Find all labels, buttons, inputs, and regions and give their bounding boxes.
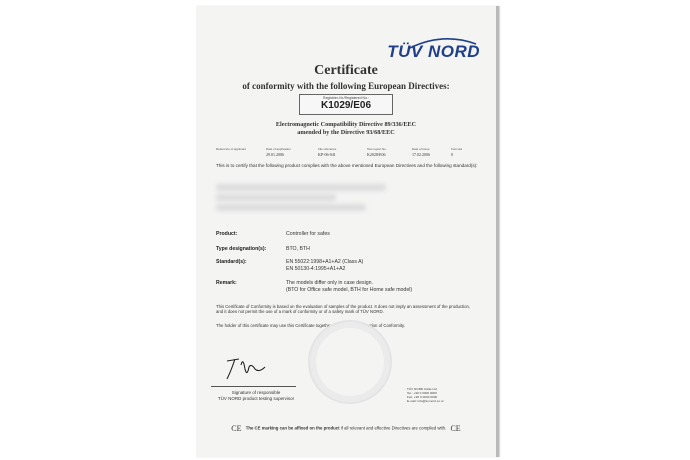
certificate-title: Certificate (314, 63, 378, 78)
redacted-holder-line-3 (216, 204, 366, 211)
redacted-holder-line-1 (216, 184, 386, 191)
registration-number: K1029/E06 (320, 100, 372, 111)
ref-applicant: Reference of applicant (216, 147, 247, 151)
ce-footer: CE The CE marking can be affixed on the product if all relevant and effective Directives are complied with. CE (231, 424, 461, 433)
signature-caption-1: Signature of responsible (231, 390, 281, 395)
remark-line-1: The models differ only in case design. (286, 280, 373, 286)
ref-date-application: Date of application 29.01.2006 (266, 147, 291, 157)
redacted-holder-line-2 (216, 194, 336, 201)
tuv-nord-logo: TÜV NORD (387, 42, 480, 61)
remark-label: Remark: (216, 280, 237, 286)
embossed-seal-icon (308, 320, 392, 404)
issuer-address: TÜV NORD Anlas Ltd Tel.: +90 0 0000 0000 Fax: +90 0 0000 0000 E-mail: info@tuvnord.co.nr (407, 387, 444, 403)
certificate-subtitle: of conformity with the following European Directives: (242, 81, 450, 91)
ref-file: File reference KP-06-041 (318, 147, 337, 157)
ref-formula: Formula 0 (451, 147, 463, 157)
ce-mark-icon: CE (450, 424, 461, 433)
ref-date-issue: Date of issue 17.02.2006 (412, 147, 430, 157)
type-value: BTO, BTH (286, 246, 310, 252)
certificate-document (196, 6, 499, 457)
conformity-note: This Certificate of Conformity is based on the evaluation of samples of the product. It does not imply an assessment of the production, and it does not permit the use of a mark of conformity or of a safety mark of TÜV NORD. (216, 304, 471, 315)
product-value: Controller for safes (286, 231, 330, 237)
signature-caption (206, 390, 306, 401)
standards-value (286, 259, 476, 272)
type-label: Type designation(s): (216, 246, 267, 252)
reference-fields (216, 147, 476, 159)
standard-2: EN 50130-4:1995+A1+A2 (286, 265, 346, 272)
intro-text: This is to certify that the following product complies with the above mentioned European Directives and the following standard(s): (216, 163, 478, 168)
registration-box (299, 94, 393, 115)
ref-test-report: Test report No. K2028/E06 (367, 147, 387, 157)
standard-1: EN 55022:1998+A1+A2 (Class A) (286, 259, 364, 265)
product-label: Product: (216, 231, 238, 237)
signature-caption-2: TÜV NORD product testing supervisor (217, 395, 295, 401)
ce-mark-icon: CE (231, 424, 242, 433)
holder-note: The holder of this certificate may use this Certificate together with his EC-Declaration of Conformity. (216, 323, 406, 328)
standards-label: Standard(s): (216, 259, 247, 265)
directive-heading (196, 121, 496, 137)
directive-line-1: Electromagnetic Compatibility Directive 89/336/EEC (275, 121, 417, 128)
remark-value (286, 280, 476, 293)
directive-line-2: amended by the Directive 93/68/EEC (297, 129, 395, 136)
handwritten-signature (221, 355, 271, 383)
signature-line (211, 386, 296, 387)
registration-label: Registrier-Nr./Registered No.: (323, 96, 369, 100)
remark-line-2: (BTO for Office safe model, BTH for Home safe model) (286, 286, 413, 293)
